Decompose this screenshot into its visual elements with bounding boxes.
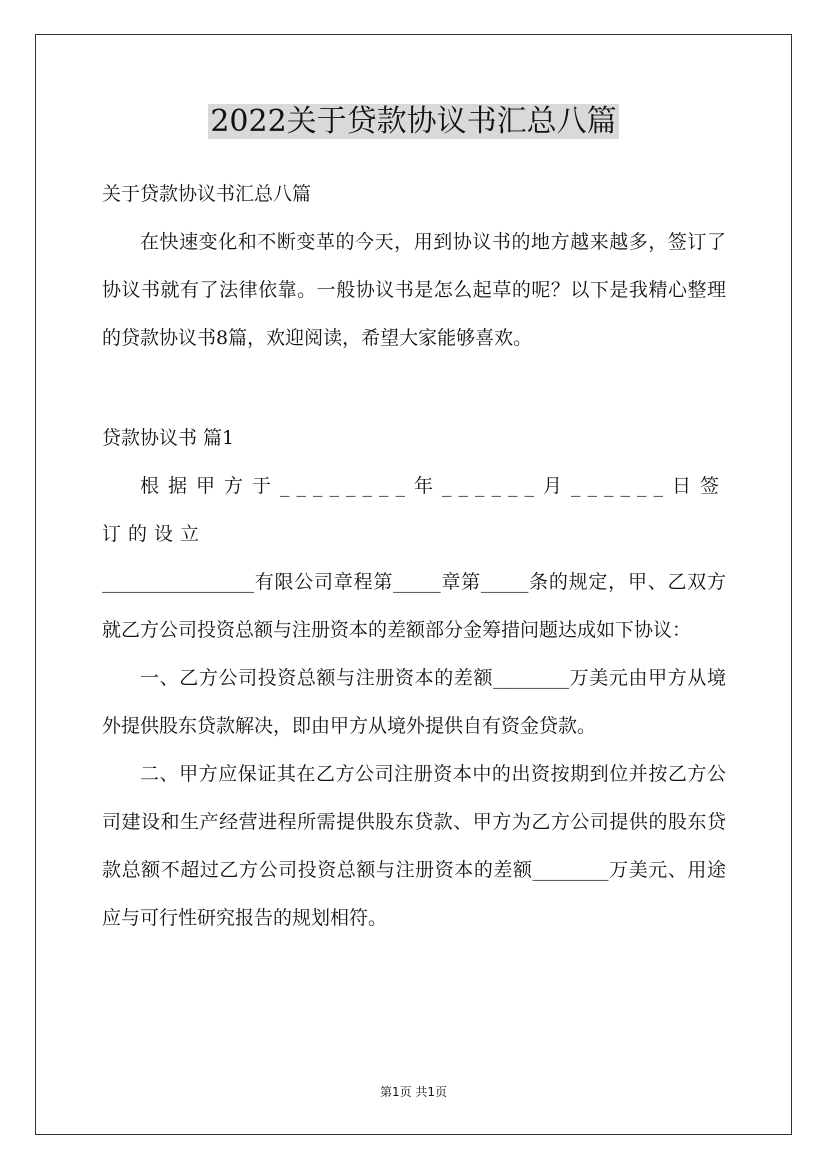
paragraph-3: 二、甲方应保证其在乙方公司注册资本中的出资按期到位并按乙方公司建设和生产经营进程所需提供股东贷款、甲方为乙方公司提供的股东贷款总额不超过乙方公司投资总额与注册资本的差额________万美元、用途应与可行性研究报告的规划相符。 [102,763,726,929]
document-body [102,170,726,942]
page-footer: 第1页 共1页 [379,1085,448,1099]
paragraph-2: 一、乙方公司投资总额与注册资本的差额________万美元由甲方从境外提供股东贷款解决，即由甲方从境外提供自有资金贷款。 [102,667,726,737]
document-title [0,100,827,144]
document-subtitle: 关于贷款协议书汇总八篇 [102,183,312,205]
intro-paragraph: 在快速变化和不断变革的今天，用到协议书的地方越来越多，签订了协议书就有了法律依靠。一般协议书是怎么起草的呢？以下是我精心整理的贷款协议书8篇，欢迎阅读，希望大家能够喜欢。 [102,231,726,349]
paragraph-1-continuation: ________________有限公司章程第_____章第_____条的规定，甲、乙双方就乙方公司投资总额与注册资本的差额部分金筹措问题达成如下协议： [102,571,726,641]
paragraph-1-line-1: 根据甲方于________年______月______日签订的设立 [102,475,726,545]
section-heading: 贷款协议书 篇1 [102,427,235,449]
document-title-text: 2022关于贷款协议书汇总八篇 [210,104,617,139]
